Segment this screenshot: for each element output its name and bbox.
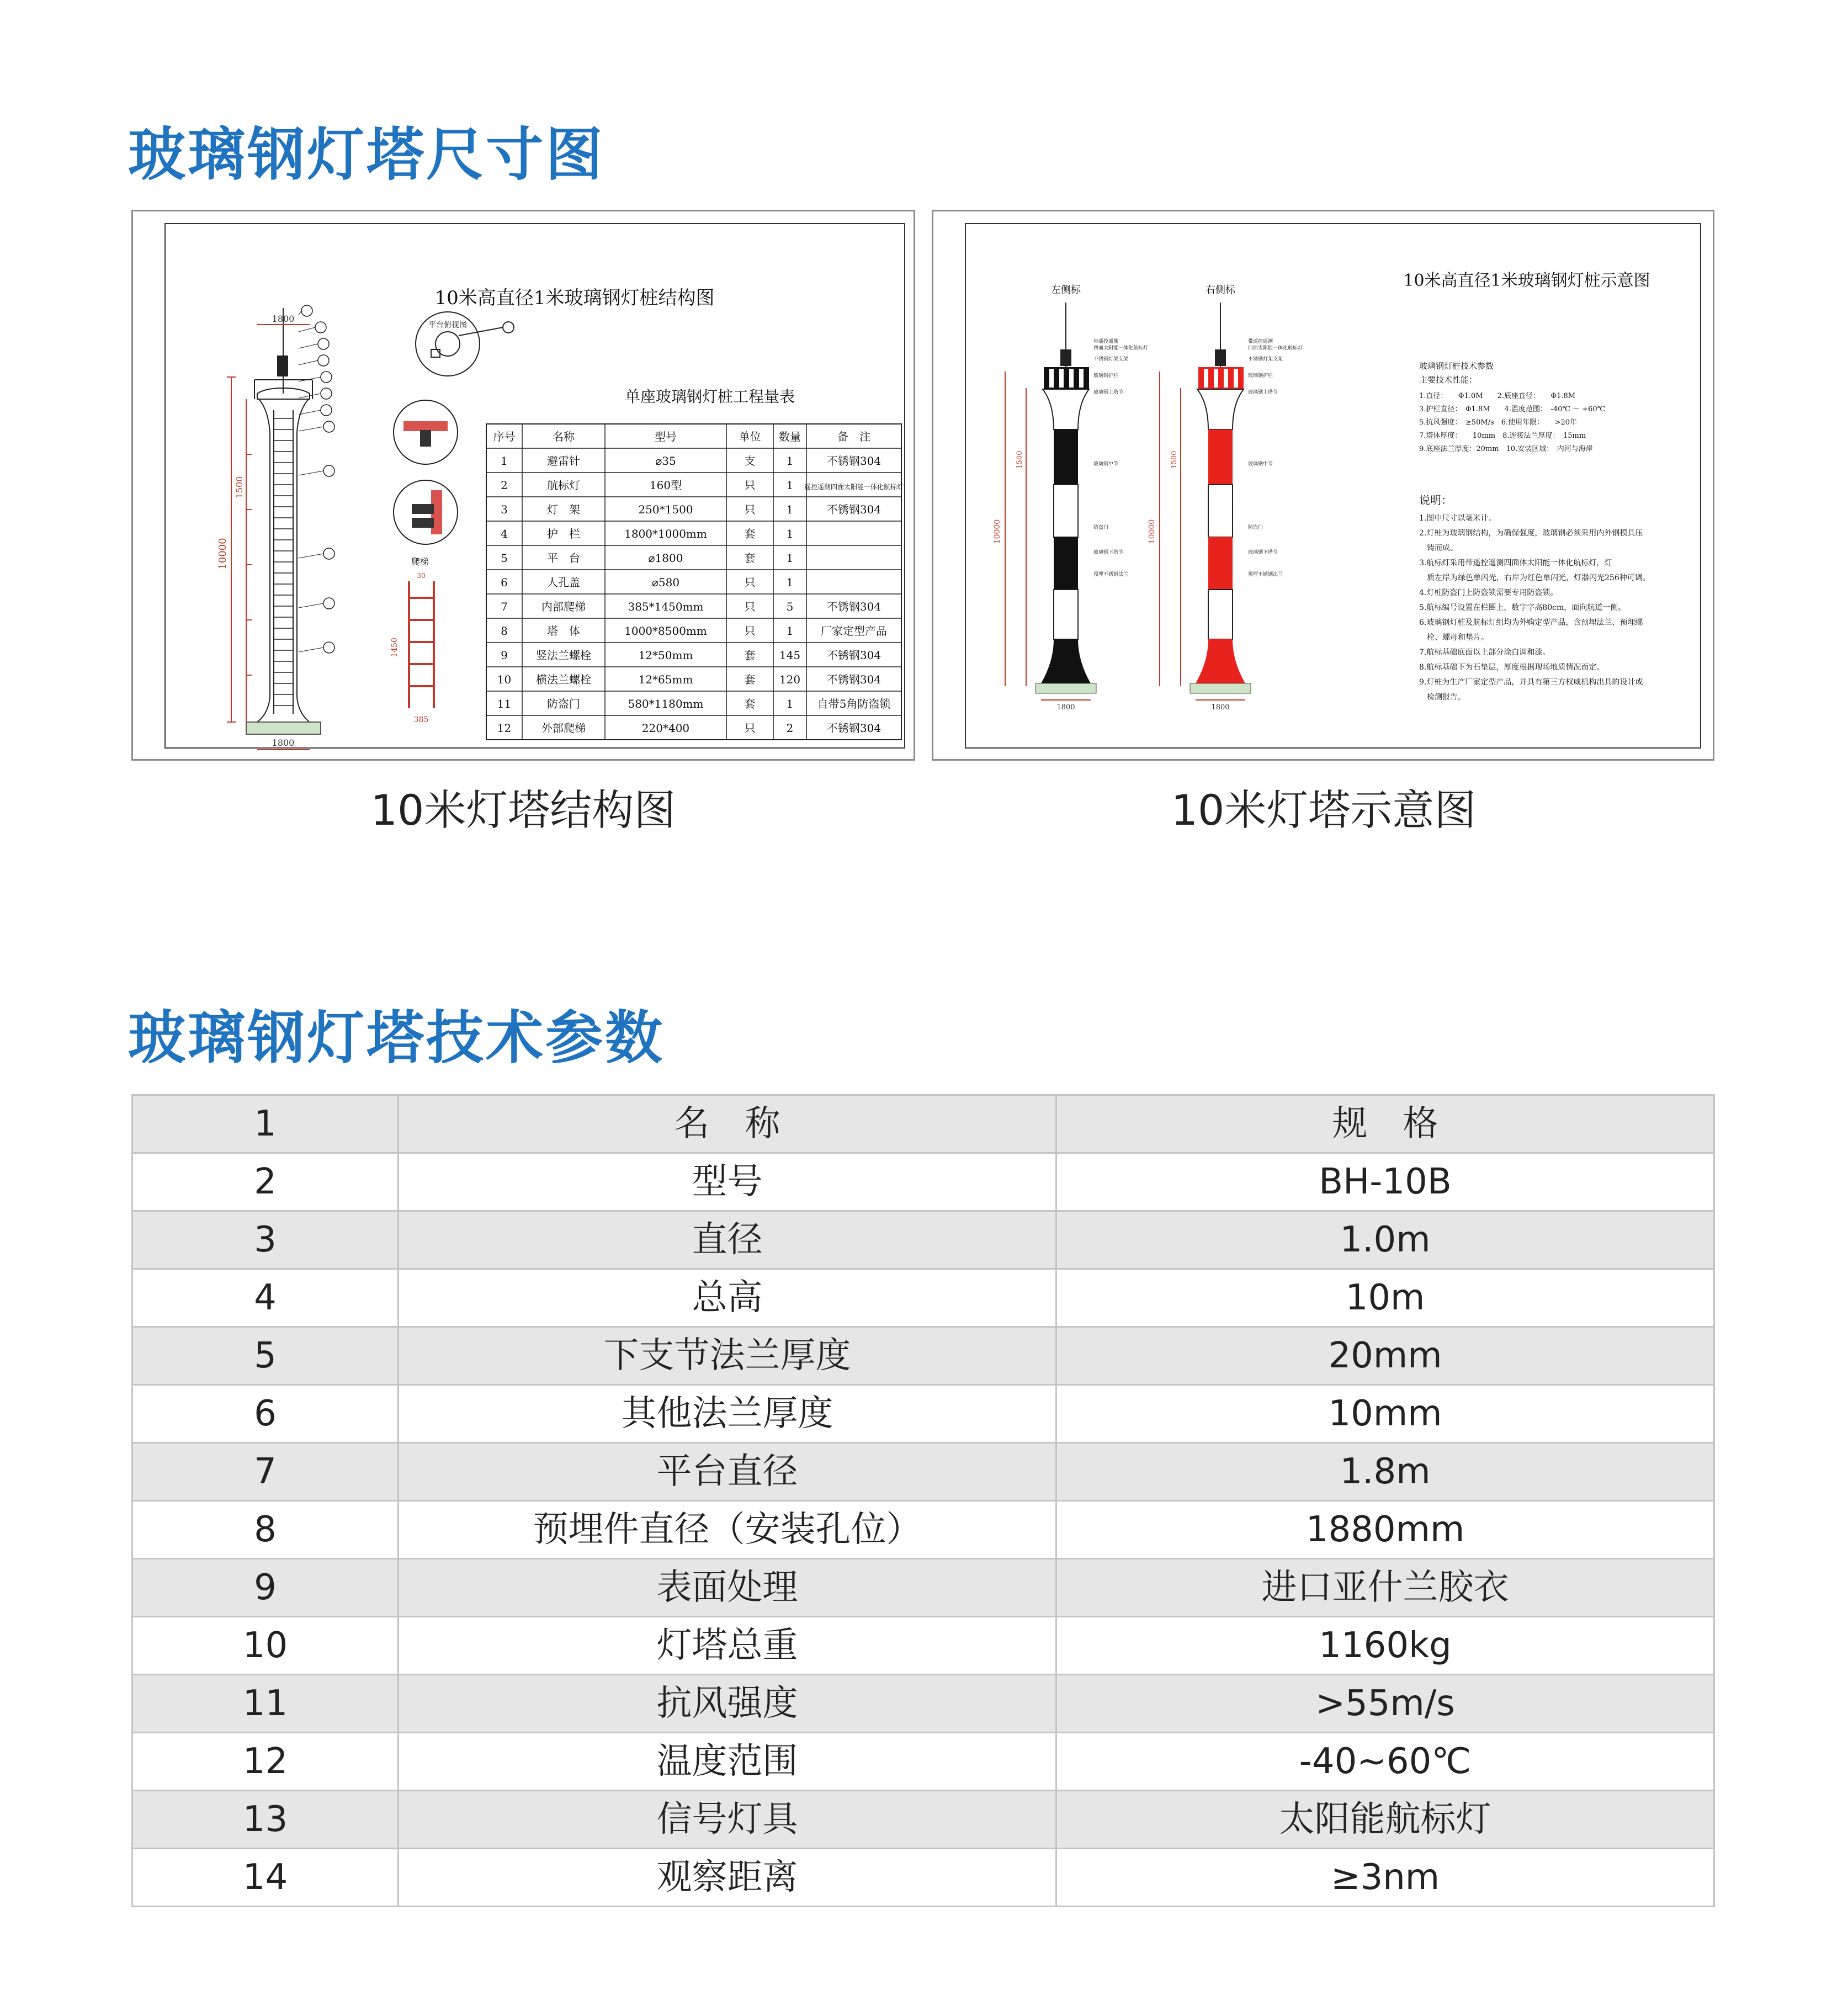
quantity-table-cell: 1 [786,503,794,516]
quantity-table-cell: 1 [786,576,794,589]
spec-section-title: 玻璃钢灯塔技术参数 [128,1004,665,1071]
quantity-table-cell: 只 [744,576,756,589]
spec-index-cell: 5 [132,1327,399,1385]
left-tower-callout: 不锈钢灯架支架 [1093,357,1129,362]
callout-circle [321,388,332,399]
left-tower-callout: 玻璃钢上塔节 [1093,390,1124,395]
spec-index-cell: 9 [132,1559,399,1617]
spec-name-cell: 温度范围 [399,1733,1056,1791]
spec-value-cell: ≥3nm [1056,1849,1714,1907]
left-tower-callout: 玻璃钢护栏 [1093,373,1119,379]
spec-index-cell: 3 [132,1211,399,1269]
left-tower-callout: 四面太阳能一体化航标灯 [1093,346,1149,351]
quantity-table-cell: 厂家定型产品 [821,624,887,638]
schematic-drawing [932,210,1714,761]
spec-name-cell: 表面处理 [399,1559,1056,1617]
quantity-table-cell: 385*1450mm [628,600,704,613]
spec-index-cell: 2 [132,1153,399,1211]
quantity-table-cell: 不锈钢304 [826,600,881,613]
spec-value-cell: >55m/s [1056,1675,1714,1733]
quantity-table-cell: 只 [744,600,756,613]
note-line: 9.灯桩为生产厂家定型产品，并具有第三方权威机构出具的设计或 [1419,678,1643,687]
left-tower-callout: 玻璃钢下塔节 [1093,550,1124,555]
quantity-table-cell: 2 [786,721,794,735]
spec-table-row [132,1211,1714,1269]
spec-table [131,1094,1715,1907]
quantity-table-cell: 7 [501,600,508,613]
quantity-table-cell: 套 [744,673,756,686]
right-tower-callout: 不锈钢灯架支架 [1248,357,1283,362]
spec-value-cell: -40~60℃ [1056,1733,1714,1791]
parameter-line: 5.抗风强度： ≥50M/s 6.使用年限： >20年 [1419,418,1578,427]
spec-table-row [132,1791,1714,1849]
left-tower-callout: 玻璃钢中节 [1093,461,1119,467]
quantity-table-cell: 12*65mm [638,673,693,686]
quantity-table-cell: ⌀1800 [648,551,683,565]
right-tower-callout: 预埋不锈钢法兰 [1248,572,1283,577]
quantity-table-cell: 9 [501,649,508,662]
spec-index-cell: 1 [132,1095,399,1153]
spec-index-cell: 13 [132,1791,399,1849]
note-line: 质左岸为绿色单闪光，右岸为红色单闪光，灯器闪光256种可调。 [1419,574,1650,582]
quantity-table-cell: 支 [744,454,756,468]
quantity-table-cell: 防盗门 [547,697,580,710]
spec-value-cell: BH-10B [1056,1153,1714,1211]
spec-value-cell: 10mm [1056,1385,1714,1443]
spec-index-cell: 12 [132,1733,399,1791]
quantity-table-header: 序号 [493,430,516,443]
schematic-drawing-svg [933,211,1713,759]
callout-circle [321,372,332,383]
quantity-table-cell: 不锈钢304 [826,721,881,735]
quantity-table-cell: 4 [501,527,508,540]
spec-index-cell: 14 [132,1849,399,1907]
spec-name-cell: 预埋件直径（安装孔位） [399,1501,1056,1559]
parameter-title: 玻璃钢灯桩技术参数 [1419,361,1494,371]
spec-name-cell: 观察距离 [399,1849,1056,1907]
quantity-table-cell: 塔 体 [547,624,580,638]
spec-table-row [132,1443,1714,1501]
spec-name-cell: 其他法兰厚度 [399,1385,1056,1443]
tower-top-width-label: 1800 [272,314,295,324]
right-tower-callout: 玻璃钢下塔节 [1248,550,1278,555]
callout-circle [321,405,332,416]
ladder-detail [409,581,434,708]
spec-value-cell: 太阳能航标灯 [1056,1791,1714,1849]
quantity-table-cell: 外部爬梯 [541,721,586,735]
quantity-table-cell: 只 [744,503,756,516]
spec-name-cell: 信号灯具 [399,1791,1056,1849]
note-line: 1.图中尺寸以毫米计。 [1419,514,1496,523]
note-line: 6.玻璃钢灯桩及航标灯组均为外购定型产品，含预埋法兰、预埋螺 [1419,618,1643,627]
quantity-table-header: 型号 [655,430,677,443]
spec-index-cell: 7 [132,1443,399,1501]
quantity-table-header: 单位 [739,430,761,443]
callout-circle [323,642,334,653]
part-callouts [299,305,334,653]
quantity-table-cell: 套 [744,649,756,662]
quantity-table-cell: 平 台 [547,551,580,565]
spec-table-row [132,1095,1714,1153]
spec-index-cell: 6 [132,1385,399,1443]
quantity-table-cell: 护 栏 [547,527,580,540]
schematic-drawing-title: 10米高直径1米玻璃钢灯桩示意图 [1403,271,1650,290]
quantity-table-cell: 内部爬梯 [541,600,586,613]
spec-index-cell: 10 [132,1617,399,1675]
right-tower-segment-label: 1500 [1170,450,1178,469]
quantity-table-cell: 145 [779,649,801,662]
quantity-table-cell: 航标灯 [547,479,580,492]
spec-value-cell: 规 格 [1056,1095,1714,1153]
spec-table-row [132,1327,1714,1385]
drawing-notes [1419,494,1650,702]
quantity-table-cell: 只 [744,624,756,638]
quantity-table-cell: 3 [501,503,508,516]
quantity-table-cell: 11 [497,697,512,710]
spec-name-cell: 灯塔总重 [399,1617,1056,1675]
spec-index-cell: 8 [132,1501,399,1559]
quantity-table-cell: 1 [786,551,794,565]
right-mark-label: 右侧标 [1206,284,1235,296]
note-line: 4.灯桩防盗门上防盗锁需要专用防盗锁。 [1419,588,1558,597]
quantity-table-cell: 不锈钢304 [826,454,881,468]
spec-table-row [132,1733,1714,1791]
right-tower-callout: 带遥控遥测 [1248,339,1273,344]
callout-circle [323,598,334,609]
spec-table-row [132,1385,1714,1443]
quantity-table-cell: 12 [497,721,512,735]
flange-detail-upper [394,400,458,464]
callout-circle [318,338,329,349]
quantity-table-cell: 1 [786,624,794,638]
spec-name-cell: 型号 [399,1153,1056,1211]
quantity-table-cell: 1800*1000mm [624,527,707,540]
spec-name-cell: 平台直径 [399,1443,1056,1501]
spec-name-cell: 名 称 [399,1095,1056,1153]
parameter-line: 1.直径： Φ1.0M 2.底座直径： Φ1.8M [1419,392,1576,400]
spec-table-row [132,1269,1714,1327]
spec-table-row [132,1675,1714,1733]
quantity-table-cell: 自带5角防盗锁 [817,697,891,710]
right-tower-callout: 四面太阳能一体化航标灯 [1248,346,1303,351]
spec-table-row [132,1559,1714,1617]
quantity-table-cell: 1 [786,697,794,710]
spec-index-cell: 11 [132,1675,399,1733]
tower-base-width-label: 1800 [272,737,295,748]
quantity-table-title: 单座玻璃钢灯桩工程量表 [624,388,795,406]
parameter-line: 9.底座法兰厚度：20mm 10.安装区域： 内河与海岸 [1419,445,1593,453]
spec-value-cell: 进口亚什兰胶衣 [1056,1559,1714,1617]
quantity-table-cell: 人孔盖 [547,576,580,589]
quantity-table-cell: 12*50mm [638,649,693,662]
ladder-height-label: 1450 [390,638,399,657]
left-tower-segment-label: 1500 [1016,450,1024,469]
note-line: 8.航标基础下为石垫层，厚度根据现场地质情况而定。 [1419,663,1605,672]
left-tower-callout: 带遥控遥测 [1093,339,1119,344]
tower-total-height-label: 10000 [217,538,229,570]
quantity-table-cell: 5 [501,551,508,565]
quantity-table-cell: 横法兰螺栓 [536,673,591,686]
quantity-table-cell: 灯 架 [547,503,580,516]
structure-drawing-caption: 10米灯塔结构图 [370,786,676,835]
schematic-drawing-caption: 10米灯塔示意图 [1171,786,1477,835]
parameter-subtitle: 主要技术性能： [1419,375,1478,385]
technical-parameters [1419,361,1605,453]
quantity-table-cell: 不锈钢304 [826,673,881,686]
platform-plan-label: 平台俯视图 [428,321,467,330]
quantity-table [486,424,904,740]
structure-drawing [131,210,915,761]
spec-table-row [132,1617,1714,1675]
note-line: 栓、螺母和垫片。 [1419,633,1489,642]
structure-drawing-svg [133,211,914,759]
spec-name-cell: 下支节法兰厚度 [399,1327,1056,1385]
right-tower-callout: 防盗门 [1248,525,1263,530]
quantity-table-header: 备 注 [837,430,870,443]
quantity-table-cell: 1 [786,479,794,492]
quantity-table-cell: 250*1500 [638,503,693,516]
quantity-table-cell: 2 [501,479,508,492]
quantity-table-cell: 不锈钢304 [826,649,881,662]
callout-circle [323,548,334,559]
tower-segment-label: 1500 [234,476,245,499]
spec-table-row [132,1501,1714,1559]
schematic-callouts [1093,338,1303,577]
quantity-table-cell: 10 [497,673,512,686]
spec-name-cell: 总高 [399,1269,1056,1327]
left-tower-callout: 预埋不锈钢法兰 [1093,572,1129,577]
callout-circle [318,355,329,366]
left-black-tower [1035,303,1096,693]
callout-circle [323,465,334,476]
quantity-table-cell: 220*400 [641,721,690,735]
quantity-table-cell: 套 [744,527,756,540]
tower-elevation [246,308,321,734]
right-tower-callout: 玻璃钢上塔节 [1248,390,1278,395]
left-tower-height-label: 10000 [993,519,1002,544]
callout-circle [315,322,326,333]
dimension-section-title: 玻璃钢灯塔尺寸图 [128,121,606,188]
quantity-table-cell: 1 [786,527,794,540]
spec-name-cell: 直径 [399,1211,1056,1269]
callout-circle [323,421,334,432]
quantity-table-cell: 6 [501,576,508,589]
quantity-table-cell: ⌀35 [655,454,676,468]
spec-name-cell: 抗风强度 [399,1675,1056,1733]
note-line: 7.航标基础底面以上部分涂白调和漆。 [1419,648,1550,657]
right-tower-callout: 玻璃钢护栏 [1248,373,1273,379]
callout-circle [301,305,312,316]
spec-value-cell: 1.0m [1056,1211,1714,1269]
note-line: 2.灯桩为玻璃钢结构，为确保强度，玻璃钢必须采用内外钢模具压 [1419,529,1643,538]
left-mark-label: 左侧标 [1051,284,1081,296]
quantity-table-cell: 120 [779,673,801,686]
right-tower-base-label: 1800 [1211,703,1230,712]
parameter-line: 7.塔体厚度： 10mm 8.连接法兰厚度： 15mm [1419,432,1586,440]
right-tower-height-label: 10000 [1148,519,1156,544]
left-tower-base-label: 1800 [1056,703,1075,712]
spec-value-cell: 1880mm [1056,1501,1714,1559]
quantity-table-cell: 580*1180mm [628,697,704,710]
parameter-line: 3.护栏直径： Φ1.8M 4.温度范围： -40℃ ～ +60℃ [1419,405,1606,413]
note-line: 铸而成。 [1419,544,1458,553]
quantity-table-cell: 套 [744,551,756,565]
quantity-table-cell: 160型 [649,479,682,492]
flange-detail-lower [394,480,458,544]
quantity-table-cell: 1 [786,454,794,468]
left-tower-callout: 防盗门 [1093,525,1109,530]
ladder-label: 爬梯 [411,556,429,567]
quantity-table-cell: 5 [786,600,794,613]
spec-value-cell: 1.8m [1056,1443,1714,1501]
ladder-width-label: 385 [413,715,429,724]
quantity-table-cell: 竖法兰螺栓 [536,649,591,662]
spec-table-row [132,1849,1714,1907]
notes-title: 说明： [1419,494,1452,507]
quantity-table-cell: 1000*8500mm [624,624,707,638]
quantity-table-cell: 8 [501,624,508,638]
quantity-table-header: 名称 [553,430,575,443]
spec-index-cell: 4 [132,1269,399,1327]
quantity-table-cell: 只 [744,479,756,492]
note-line: 5.航标编号设置在栏圈上，数字字高80cm，面向航道一侧。 [1419,603,1626,612]
right-tower-callout: 玻璃钢中节 [1248,461,1273,467]
note-line: 3.航标灯采用带遥控遥测四面体太阳能一体化航标灯，灯 [1419,559,1612,567]
ladder-top-label: 30 [417,572,426,580]
note-line: 检测报告。 [1419,693,1465,702]
quantity-table-cell: 1 [501,454,508,468]
structure-drawing-title: 10米高直径1米玻璃钢灯桩结构图 [434,287,715,309]
quantity-table-header: 数量 [779,430,801,443]
spec-value-cell: 1160kg [1056,1617,1714,1675]
quantity-table-cell: 套 [744,697,756,710]
quantity-table-cell: 只 [744,721,756,735]
spec-value-cell: 10m [1056,1269,1714,1327]
quantity-table-cell: 避雷针 [547,454,580,468]
spec-table-row [132,1153,1714,1211]
quantity-table-cell: ⌀580 [651,576,680,589]
spec-value-cell: 20mm [1056,1327,1714,1385]
right-red-tower [1190,303,1251,693]
quantity-table-cell: 不锈钢304 [826,503,881,516]
quantity-table-cell: 遥控遥测四面太阳能一体化航标灯 [804,483,904,491]
